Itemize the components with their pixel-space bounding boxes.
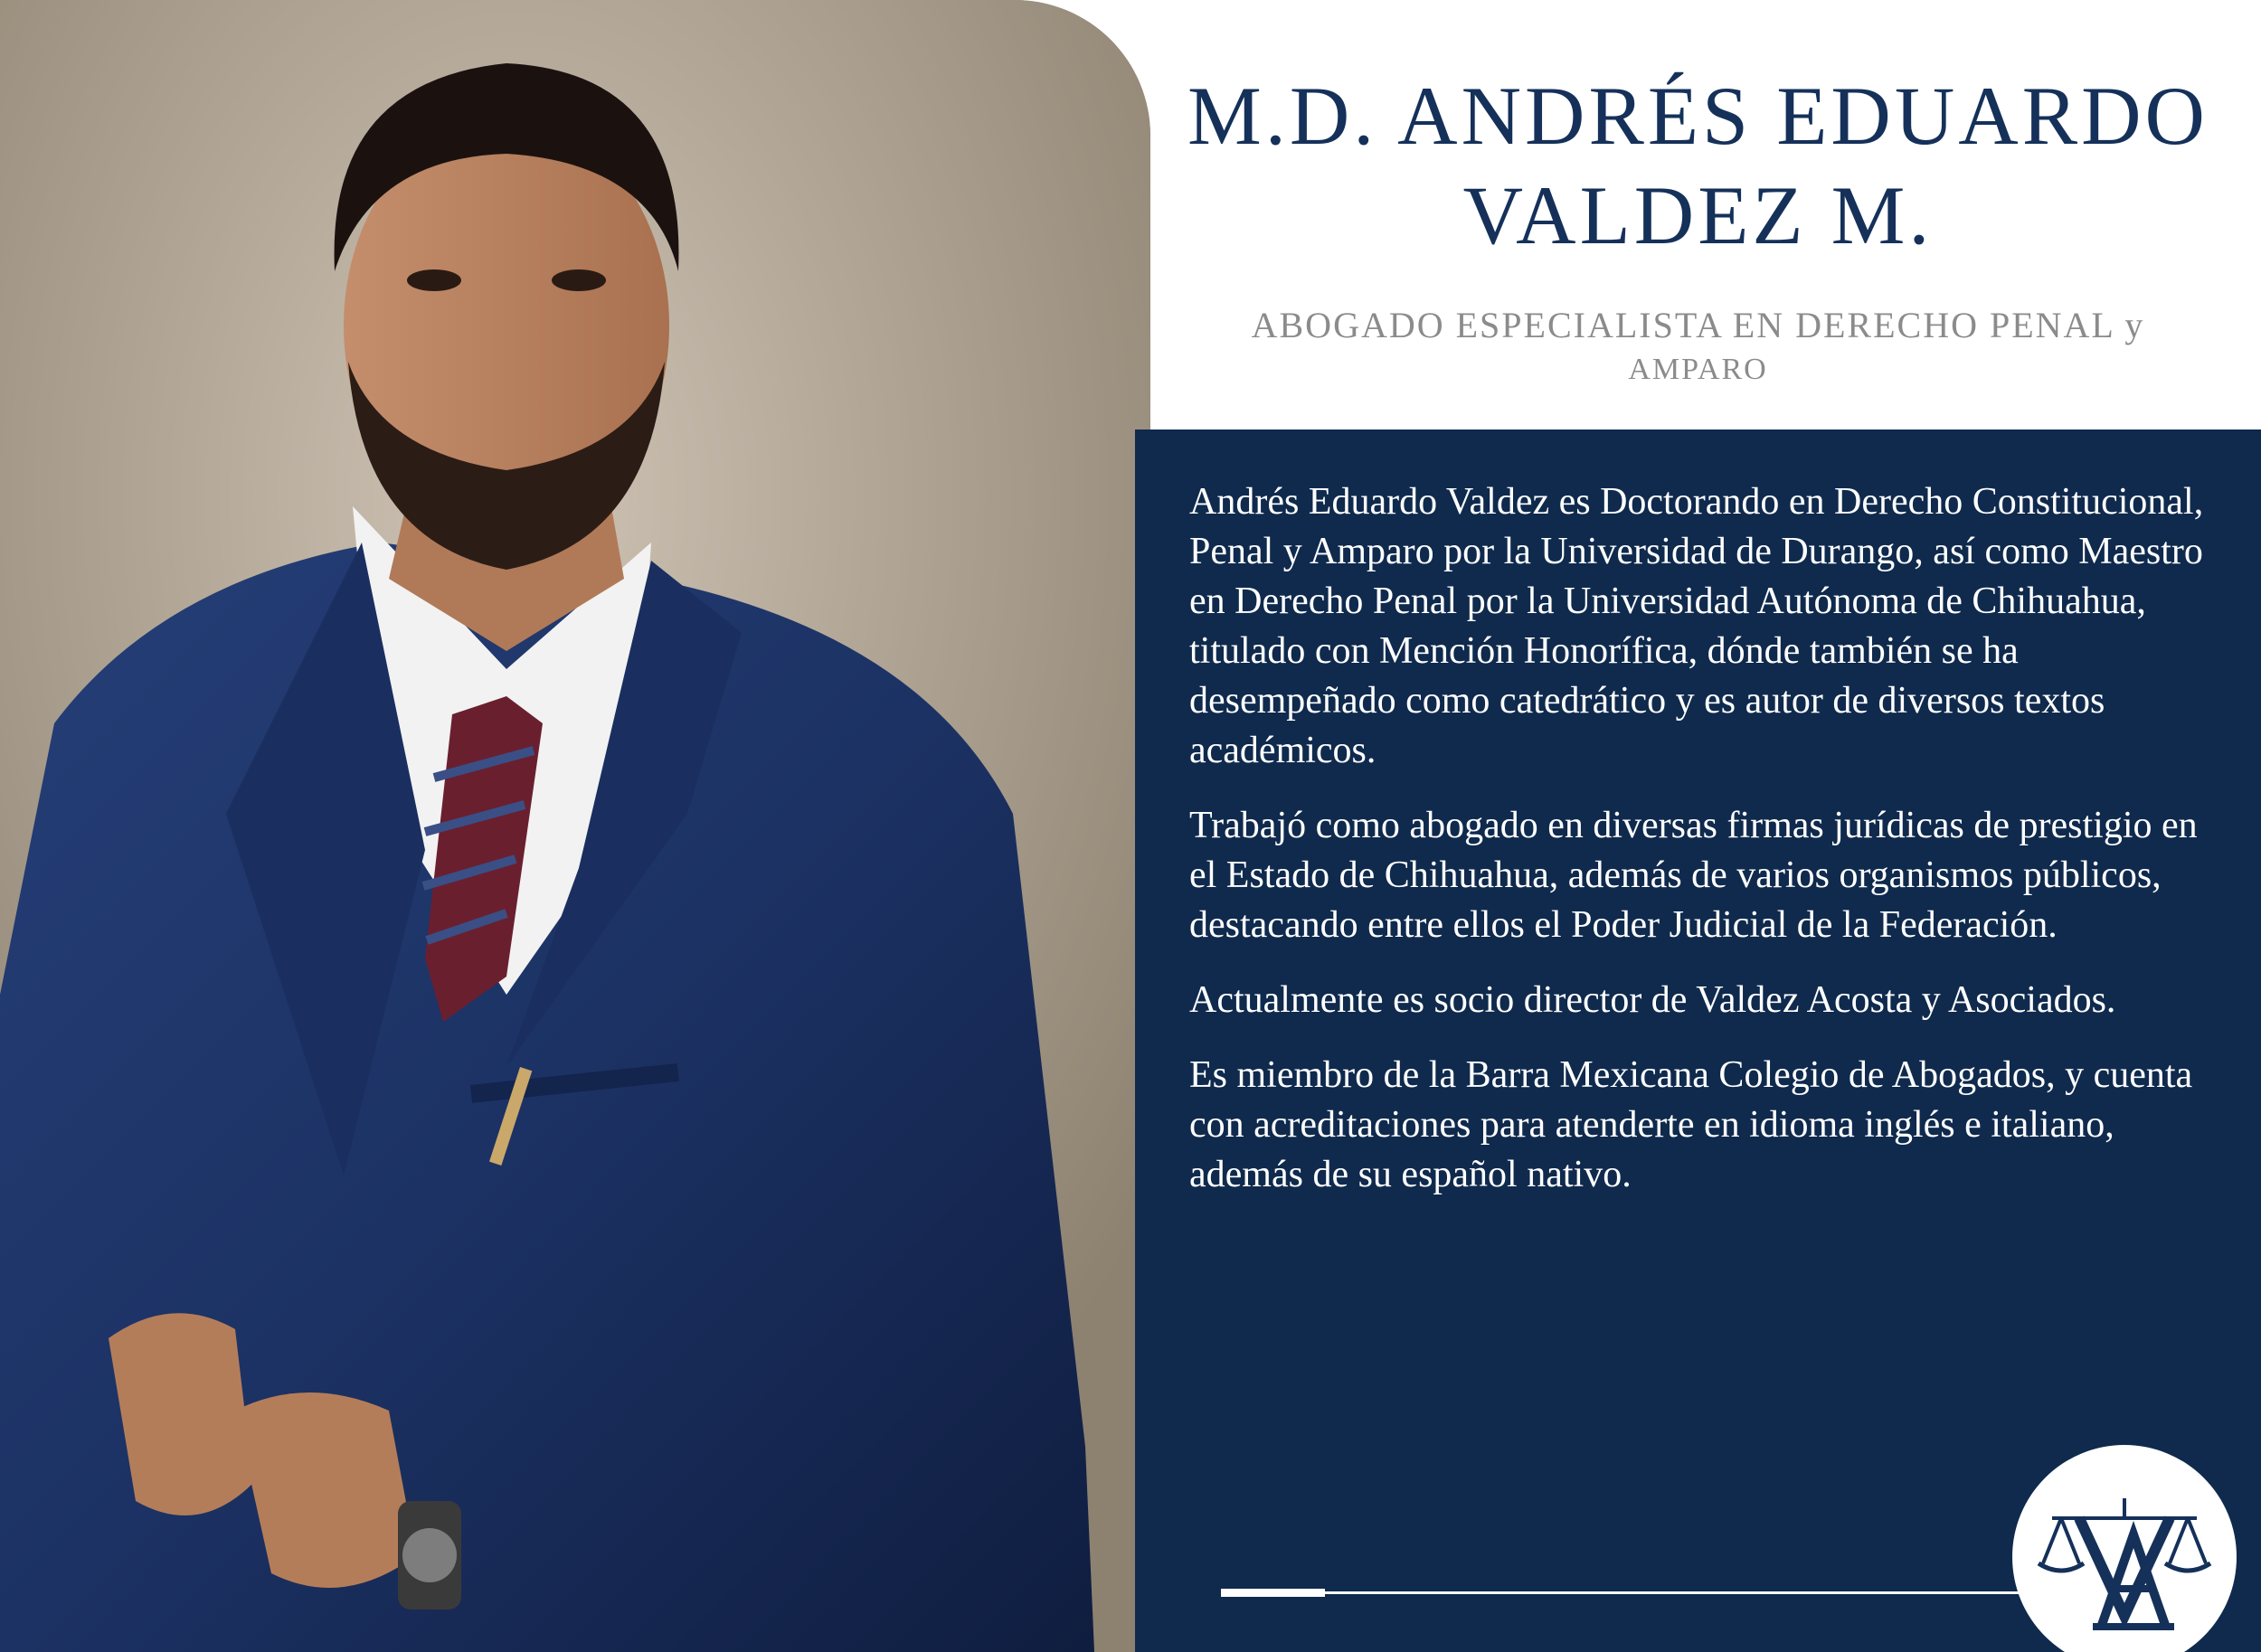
footer-divider-line [1325,1591,2048,1594]
bio-paragraph: Actualmente es socio director de Valdez Acosta y Asociados. [1189,979,2116,1021]
subtitle-line-1: ABOGADO ESPECIALISTA EN DERECHO PENAL y [1251,305,2145,345]
name-title-line-2: VALDEZ M. [1462,169,1934,261]
subtitle-line-2: AMPARO [1628,353,1768,386]
bio-paragraph: Trabajó como abogado en diversas firmas jurídicas de prestigio en el Estado de Chihuahua, además de varios organismos públicos, destacando entre ellos el Poder Judicial de la Federación. [1189,805,2198,946]
scales-of-justice-logo-icon [2012,1445,2237,1652]
name-title-line-1: M.D. ANDRÉS EDUARDO [1187,70,2209,162]
bio-paragraph: Es miembro de la Barra Mexicana Colegio de Abogados, y cuenta con acreditaciones para atenderte en idioma inglés e italiano, además de su español nativo. [1189,1054,2193,1195]
bio-paragraph: Andrés Eduardo Valdez es Doctorando en Derecho Constitucional, Penal y Amparo por la Universidad de Durango, así como Maestro en Derecho Penal por la Universidad Autónoma de Chihuahua, titulado con Mención Honorífica, dónde también se ha desempeñado como catedrático y es autor de diversos textos académicos. [1189,481,2204,771]
bio-text [1189,477,2211,1225]
footer-accent-line [1221,1589,1325,1597]
logo-monogram-icon [2029,1462,2219,1652]
